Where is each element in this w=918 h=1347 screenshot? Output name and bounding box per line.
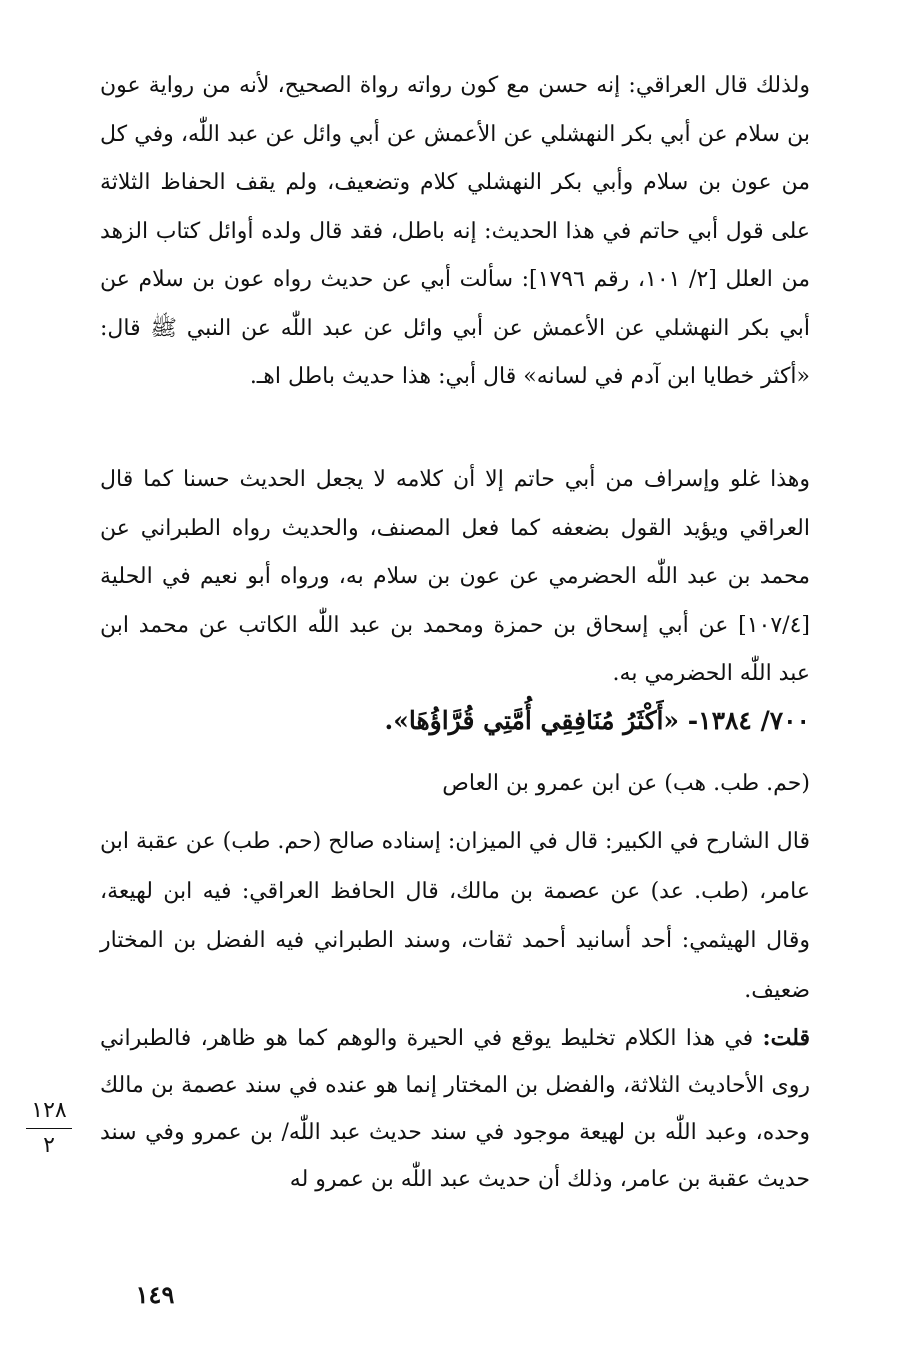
- margin-reference-divider: [26, 1128, 72, 1129]
- hadith-source-line: (حم. طب. هب) عن ابن عمرو بن العاص: [442, 771, 810, 796]
- paragraph-commentary-4: [100, 1015, 810, 1203]
- hadith-entry-heading: ٧٠٠/ ١٣٨٤- «أَكْثَرُ مُنَافِقِي أُمَّتِي قُرَّاؤُهَا».: [384, 706, 810, 735]
- paragraph-commentary-1: ولذلك قال العراقي: إنه حسن مع كون رواته رواة الصحيح، لأنه من رواية عون بن سلام عن أبي بكر النهشلي عن الأعمش عن أبي وائل عن عبد اللّٰه، وفي كل من عون بن سلام وأبي بكر النهشلي كلام وتضعيف، ولم يقف الحفاظ الثلاثة على قول أبي حاتم في هذا الحديث: إنه باطل، فقد قال ولده أوائل كتاب الزهد من العلل [٢/ ١٠١، رقم ١٧٩٦]: سألت أبي عن حديث رواه عون بن سلام عن أبي بكر النهشلي عن الأعمش عن أبي وائل عن عبد اللّٰه عن النبي ﷺ قال: «أكثر خطايا ابن آدم في لسانه» قال أبي: هذا حديث باطل اهـ.: [100, 73, 810, 389]
- paragraph-commentary-4-text: في هذا الكلام تخليط يوقع في الحيرة والوهم كما هو ظاهر، فالطبراني روى الأحاديث الثلاثة، والفضل بن المختار إنما هو عنده في سند عصمة بن مالك وحده، وعبد اللّٰه بن لهيعة موجود في سند حديث عبد اللّٰه/ بن عمرو وفي سند حديث عقبة بن عامر، وذلك أن حديث عبد اللّٰه بن عمرو له: [100, 1026, 810, 1192]
- page-number: ١٤٩: [135, 1280, 175, 1309]
- margin-reference-page: ١٢٨: [31, 1098, 67, 1123]
- margin-reference-volume: ٢: [43, 1133, 55, 1158]
- margin-volume-reference: [24, 1096, 74, 1161]
- paragraph-commentary-2: وهذا غلو وإسراف من أبي حاتم إلا أن كلامه لا يجعل الحديث حسنا كما قال العراقي ويؤيد القول بضعفه كما فعل المصنف، والحديث رواه الطبراني عن محمد بن عبد اللّٰه الحضرمي عن عون بن سلام به، ورواه أبو نعيم في الحلية [١٠٧/٤] عن أبي إسحاق بن حمزة ومحمد بن عبد اللّٰه الكاتب عن محمد ابن عبد اللّٰه الحضرمي به.: [100, 467, 810, 686]
- qult-label: قلت:: [762, 1025, 810, 1051]
- paragraph-commentary-3: قال الشارح في الكبير: قال في الميزان: إسناده صالح (حم. طب) عن عقبة ابن عامر، (طب. عد) عن عصمة بن مالك، قال الحافظ العراقي: فيه ابن لهيعة، وقال الهيثمي: أحد أسانيد أحمد ثقات، وسند الطبراني فيه الفضل بن المختار ضعيف.: [100, 829, 810, 1003]
